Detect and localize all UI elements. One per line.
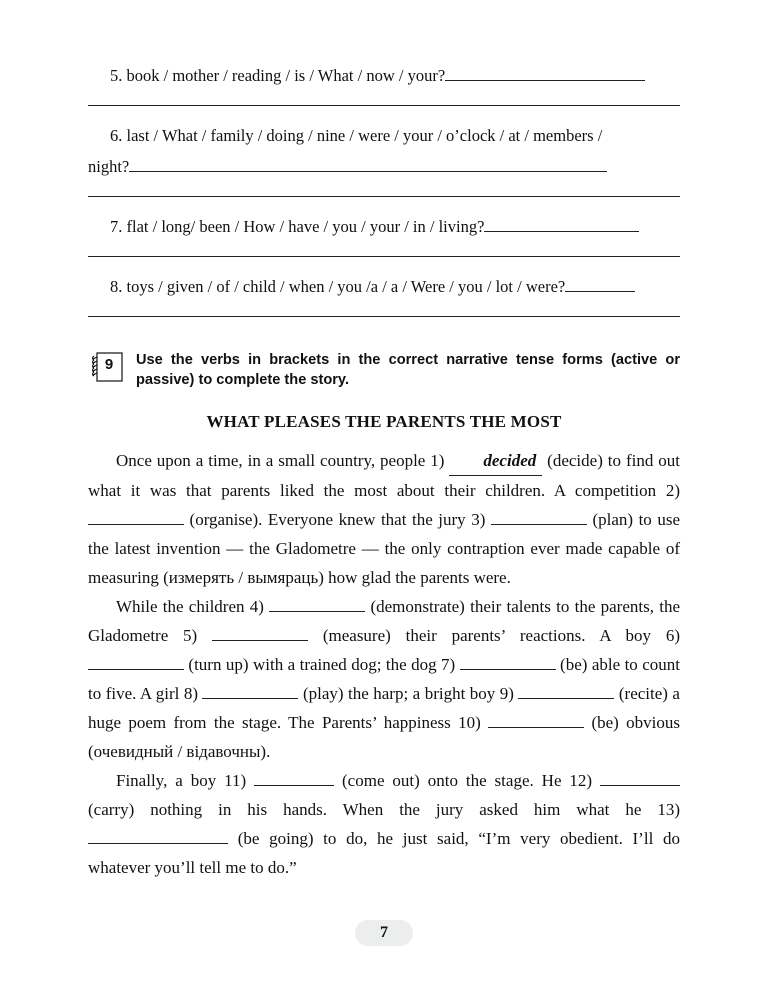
answer-blank[interactable] bbox=[518, 684, 614, 699]
story-paragraph: While the children 4) (demonstrate) their talents to the parents, the Gladometre 5) (measure) their parents’ reactions. A boy 6) (turn up) with a trained dog; the dog 7) (be) able to count to five. A girl 8) (play) the harp; a bright boy 9) (recite) a huge poem from the stage. The Parents’ happiness 10) (be) obvious (очевидный / відавочны). bbox=[88, 597, 680, 761]
answer-blank[interactable] bbox=[488, 713, 584, 728]
answer-blank[interactable] bbox=[129, 156, 607, 172]
scrambled-item-text: 8. toys / given / of / child / when / you /a / a / Were / you / lot / were? bbox=[110, 277, 566, 296]
scrambled-item bbox=[88, 120, 680, 197]
answer-rule-line[interactable] bbox=[88, 105, 680, 106]
scrambled-item-line-2 bbox=[88, 151, 680, 182]
answer-blank[interactable] bbox=[484, 216, 639, 232]
answer-blank[interactable] bbox=[88, 655, 184, 670]
answer-blank[interactable] bbox=[269, 597, 365, 612]
scrambled-item-text: 7. flat / long/ been / How / have / you / your / in / living? bbox=[110, 217, 485, 236]
notepad-icon bbox=[88, 347, 128, 387]
answer-blank[interactable] bbox=[212, 626, 308, 641]
answer-blank[interactable] bbox=[202, 684, 298, 699]
scrambled-item-line bbox=[88, 211, 680, 242]
scrambled-item bbox=[88, 60, 680, 106]
answer-blank[interactable] bbox=[88, 829, 228, 844]
task-number-text: 9 bbox=[104, 356, 114, 373]
scrambled-sentences-exercise bbox=[88, 60, 680, 317]
answer-rule-line[interactable] bbox=[88, 316, 680, 317]
answer-rule-line[interactable] bbox=[88, 196, 680, 197]
answer-blank[interactable] bbox=[600, 771, 680, 786]
story-title: WHAT PLEASES THE PARENTS THE MOST bbox=[206, 412, 562, 431]
scrambled-item-line bbox=[88, 60, 680, 91]
story-body bbox=[88, 446, 680, 882]
story-paragraph: Finally, a boy 11) (come out) onto the stage. He 12) (carry) nothing in his hands. When the jury asked him what he 13) (be going) to do, he just said, “I’m very obedient. I’ll do whatever you’ll tell me to do.” bbox=[88, 771, 680, 877]
answer-blank[interactable] bbox=[254, 771, 334, 786]
scrambled-item bbox=[88, 211, 680, 257]
answer-blank[interactable] bbox=[445, 65, 645, 81]
answer-blank[interactable] bbox=[491, 510, 587, 525]
scrambled-item-text: 5. book / mother / reading / is / What / now / your? bbox=[110, 66, 446, 85]
answer-blank[interactable] bbox=[460, 655, 556, 670]
task-header bbox=[88, 347, 680, 390]
scrambled-item bbox=[88, 271, 680, 317]
answer-rule-line[interactable] bbox=[88, 256, 680, 257]
scrambled-item-text-cont: night? bbox=[88, 157, 130, 176]
scrambled-item-line bbox=[88, 120, 680, 151]
answer-blank[interactable] bbox=[88, 510, 184, 525]
task-instruction: Use the verbs in brackets in the correct narrative tense forms (active or passive) to complete the story. bbox=[136, 352, 680, 388]
scrambled-item-line bbox=[88, 271, 680, 302]
page-number: 7 bbox=[355, 920, 413, 946]
story-paragraph: Once upon a time, in a small country, people 1) decided (decide) to find out what it was that parents liked the most about their children. A competition 2) (organise). Everyone knew that the jury 3) (plan) to use the latest invention — the Gladometre — the only contraption ever made capable of measuring (измерять / вымяраць) how glad the parents were. bbox=[88, 446, 680, 592]
answer-blank[interactable] bbox=[565, 276, 635, 292]
scrambled-item-text: 6. last / What / family / doing / nine / were / your / o’clock / at / members / bbox=[110, 126, 603, 145]
filled-answer[interactable]: decided bbox=[449, 446, 542, 476]
